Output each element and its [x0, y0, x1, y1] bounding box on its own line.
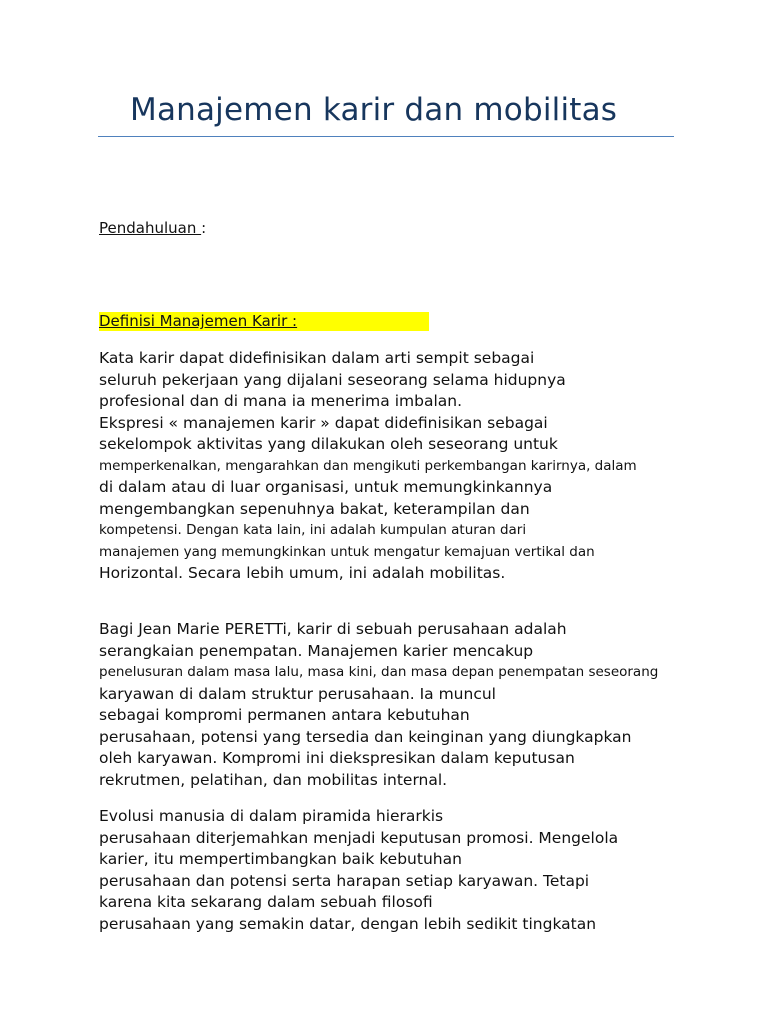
paragraph-line: sebagai kompromi permanen antara kebutuhan — [99, 706, 470, 724]
paragraph-line: penelusuran dalam masa lalu, masa kini, dan masa depan penempatan seseorang — [99, 664, 659, 680]
paragraph-line: manajemen yang memungkinkan untuk mengatur kemajuan vertikal dan — [99, 543, 595, 560]
paragraph-line: Kata karir dapat didefinisikan dalam arti sempit sebagai — [99, 349, 535, 367]
paragraph-line: karyawan di dalam struktur perusahaan. Ia muncul — [99, 684, 496, 703]
paragraph-line: perusahaan dan potensi serta harapan setiap karyawan. Tetapi — [99, 871, 590, 890]
paragraph-line: rekrutmen, pelatihan, dan mobilitas internal. — [99, 770, 448, 789]
paragraph-line: sekelompok aktivitas yang dilakukan oleh seseorang untuk — [99, 435, 558, 453]
paragraph-line: kompetensi. Dengan kata lain, ini adalah kumpulan aturan dari — [99, 522, 527, 538]
paragraph-definition — [99, 348, 768, 585]
paragraph-line: perusahaan yang semakin datar, dengan lebih sedikit tingkatan — [99, 914, 597, 933]
paragraph-line: perusahaan, potensi yang tersedia dan keinginan yang diungkapkan — [99, 727, 632, 746]
paragraph-line: Bagi Jean Marie PERETTi, karir di sebuah perusahaan adalah — [99, 620, 567, 638]
paragraph-line: mengembangkan sepenuhnya bakat, keterampilan dan — [99, 499, 530, 518]
definition-heading-highlighted-label: Definisi Manajemen Karir : — [99, 312, 429, 331]
intro-heading — [99, 219, 206, 237]
paragraph-line: profesional dan di mana ia menerima imbalan. — [99, 392, 463, 410]
paragraph-line: serangkaian penempatan. Manajemen karier mencakup — [99, 641, 534, 660]
paragraph-line: karier, itu mempertimbangkan baik kebutuhan — [99, 850, 462, 868]
intro-heading-colon: : — [201, 219, 207, 237]
paragraph-line: seluruh pekerjaan yang dijalani seseorang selama hidupnya — [99, 370, 566, 389]
intro-heading-label: Pendahuluan — [99, 219, 202, 237]
title-divider — [98, 136, 674, 137]
paragraph-line: Evolusi manusia di dalam piramida hierarkis — [99, 807, 444, 825]
paragraph-evolution — [99, 806, 739, 935]
paragraph-line: oleh karyawan. Kompromi ini diekspresikan dalam keputusan — [99, 749, 575, 767]
definition-heading — [99, 312, 429, 331]
document-title: Manajemen karir dan mobilitas — [130, 92, 618, 128]
paragraph-line: perusahaan diterjemahkan menjadi keputusan promosi. Mengelola — [99, 828, 619, 847]
paragraph-line: memperkenalkan, mengarahkan dan mengikuti perkembangan karirnya, dalam — [99, 457, 637, 474]
paragraph-line: Horizontal. Secara lebih umum, ini adalah mobilitas. — [99, 564, 506, 582]
paragraph-line: Ekspresi « manajemen karir » dapat didefinisikan sebagai — [99, 413, 548, 432]
paragraph-line: karena kita sekarang dalam sebuah filosofi — [99, 893, 433, 911]
paragraph-peretti — [99, 619, 768, 791]
paragraph-line: di dalam atau di luar organisasi, untuk memungkinkannya — [99, 478, 553, 496]
